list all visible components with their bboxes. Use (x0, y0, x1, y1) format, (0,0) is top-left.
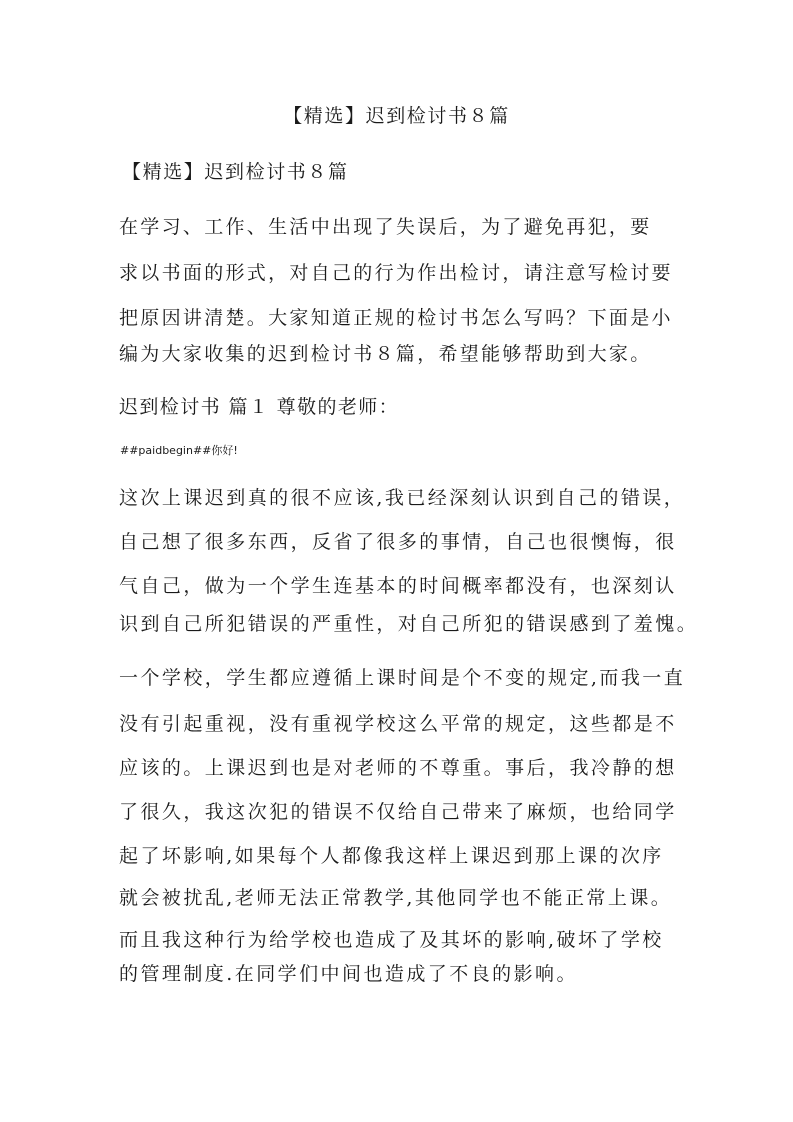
paragraph-line: 应该的。上课迟到也是对老师的不尊重。事后，我冷静的想 (119, 757, 677, 779)
intro-line: 编为大家收集的迟到检讨书８篇，希望能够帮助到大家。 (119, 343, 652, 365)
paragraph-line: 识到自己所犯错误的严重性，对自己所犯的错误感到了羞愧。 (119, 613, 699, 635)
page-title: 【精选】迟到检讨书８篇 (283, 105, 510, 127)
paragraph-line: 没有引起重视，没有重视学校这么平常的规定，这些都是不 (119, 713, 677, 735)
document-subtitle: 【精选】迟到检讨书８篇 (122, 161, 349, 183)
paragraph-line: 这次上课迟到真的很不应该,我已经深刻认识到自己的错误， (119, 487, 686, 509)
paragraph-line: 了很久，我这次犯的错误不仅给自己带来了麻烦，也给同学 (119, 801, 677, 823)
paragraph-line: 的管理制度.在同学们中间也造成了不良的影响。 (119, 963, 578, 985)
paid-begin-marker: ##paidbegin##你好! (120, 444, 238, 457)
intro-line: 把原因讲清楚。大家知道正规的检讨书怎么写吗？下面是小 (119, 307, 673, 329)
intro-line: 求以书面的形式，对自己的行为作出检讨，请注意写检讨要 (119, 262, 673, 284)
paragraph-line: 一个学校，学生都应遵循上课时间是个不变的规定,而我一直 (119, 667, 686, 689)
paragraph-line: 气自己，做为一个学生连基本的时间概率都没有，也深刻认 (119, 575, 677, 597)
paragraph-line: 自己想了很多东西，反省了很多的事情，自己也很懊悔，很 (119, 531, 677, 553)
section-heading: 迟到检讨书 篇１ 尊敬的老师： (119, 396, 400, 418)
intro-line: 在学习、工作、生活中出现了失误后，为了避免再犯，要 (119, 216, 652, 238)
paragraph-line: 就会被扰乱,老师无法正常教学,其他同学也不能正常上课。 (119, 887, 673, 909)
paragraph-line: 起了坏影响,如果每个人都像我这样上课迟到那上课的次序 (119, 845, 664, 867)
paragraph-line: 而且我这种行为给学校也造成了及其坏的影响,破坏了学校 (119, 929, 664, 951)
